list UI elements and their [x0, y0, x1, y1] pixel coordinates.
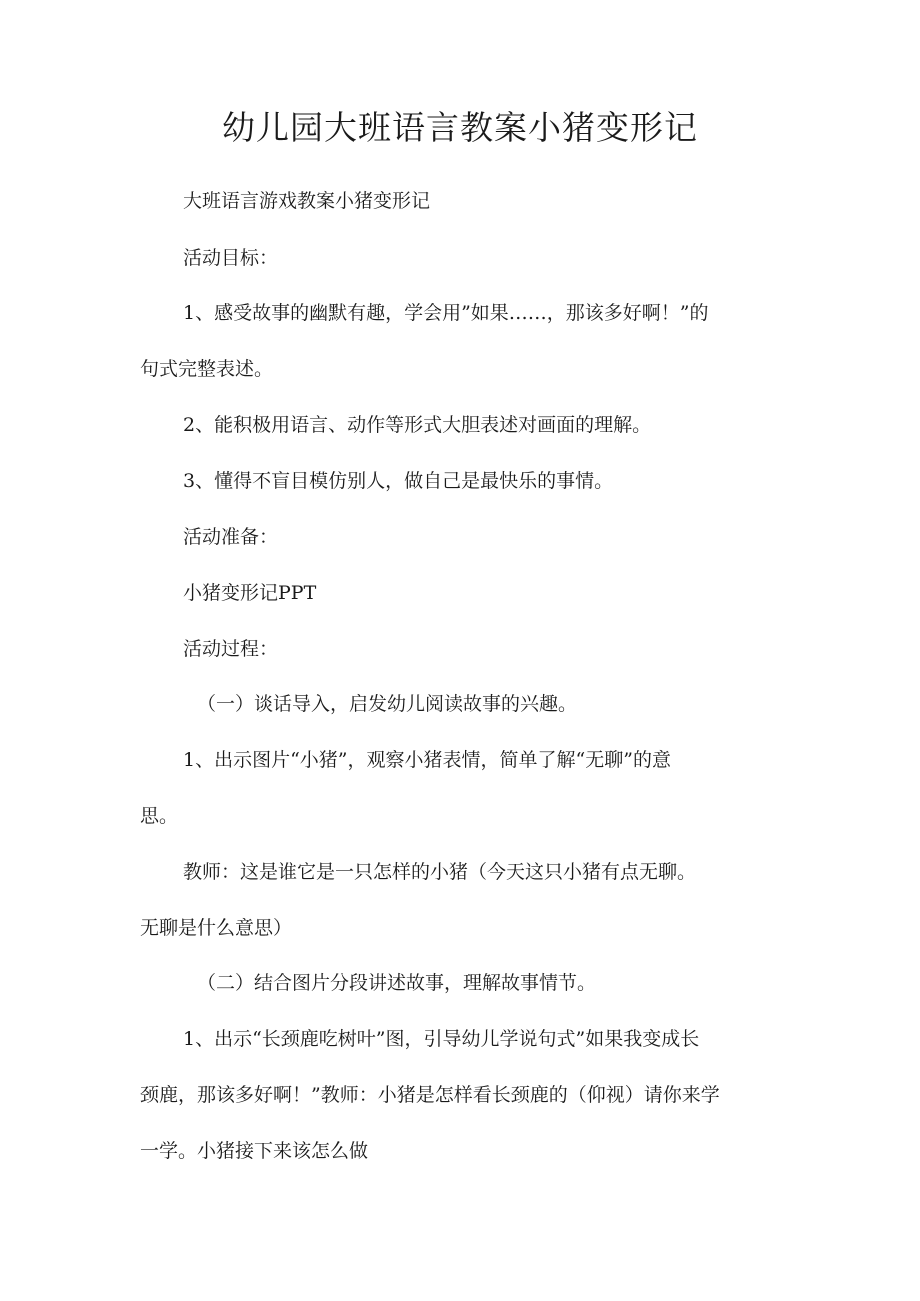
section-2-heading: （二）结合图片分段讲述故事，理解故事情节。 — [197, 972, 597, 994]
process-heading: 活动过程： — [183, 638, 279, 660]
teacher-1-line-2: 无聊是什么意思） — [140, 917, 293, 939]
step-2-line-2: 颈鹿，那该多好啊！”教师：小猪是怎样看长颈鹿的（仰视）请你来学 — [140, 1084, 720, 1106]
step-1-line-2: 思。 — [140, 805, 179, 827]
goal-3: 3、懂得不盲目模仿别人，做自己是最快乐的事情。 — [183, 470, 614, 492]
goals-heading: 活动目标： — [183, 247, 279, 269]
document-title: 幼儿园大班语言教案小猪变形记 — [222, 108, 698, 147]
prep-heading: 活动准备： — [183, 526, 279, 548]
step-2-line-3: 一学。小猪接下来该怎么做 — [140, 1140, 369, 1162]
goal-1-line-1: 1、感受故事的幽默有趣，学会用”如果……，那该多好啊！”的 — [183, 302, 709, 324]
step-1-line-1: 1、出示图片“小猪”，观察小猪表情，简单了解“无聊”的意 — [183, 749, 671, 771]
teacher-1-line-1: 教师：这是谁它是一只怎样的小猪（今天这只小猪有点无聊。 — [183, 861, 697, 883]
goal-1-line-2: 句式完整表述。 — [140, 358, 274, 380]
prep-item: 小猪变形记PPT — [183, 582, 317, 604]
section-1-heading: （一）谈话导入，启发幼儿阅读故事的兴趣。 — [197, 693, 578, 715]
goal-2: 2、能积极用语言、动作等形式大胆表述对画面的理解。 — [183, 414, 652, 436]
step-2-line-1: 1、出示“长颈鹿吃树叶”图，引导幼儿学说句式”如果我变成长 — [183, 1028, 700, 1050]
subtitle: 大班语言游戏教案小猪变形记 — [183, 190, 431, 212]
